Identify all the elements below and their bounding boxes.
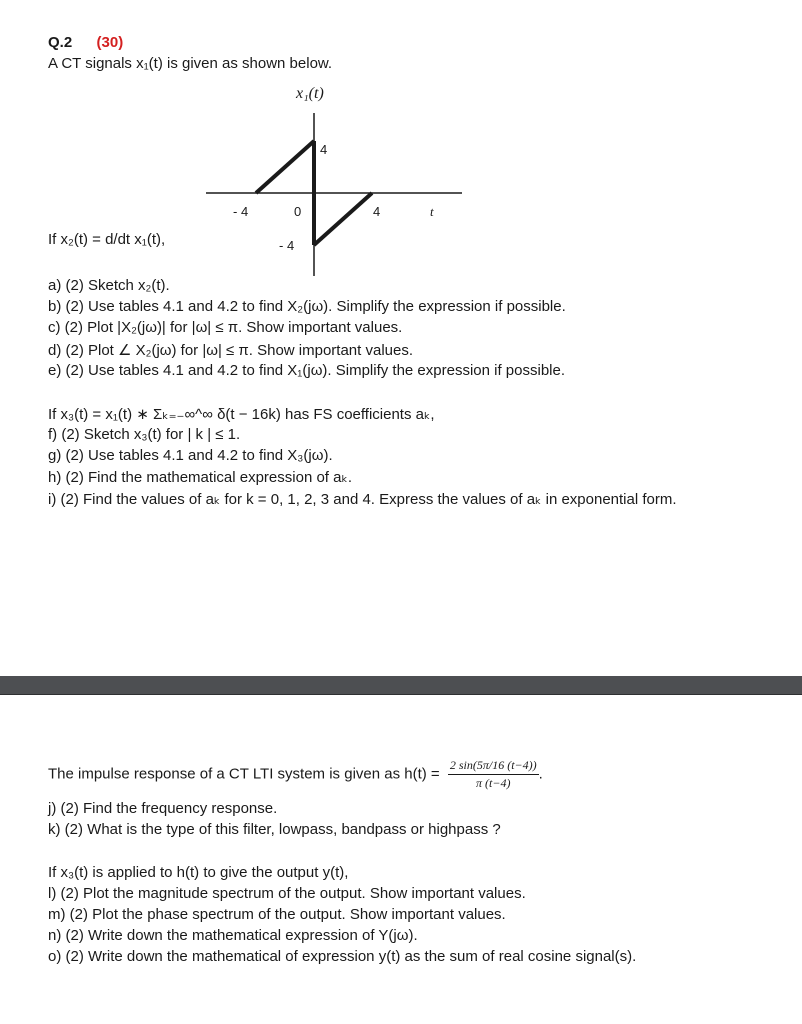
question-number: Q.2 bbox=[48, 34, 73, 51]
item-b: b) (2) Use tables 4.1 and 4.2 to find X₂(jω). Simplify the expression if possible. bbox=[48, 298, 566, 315]
label-4-x: 4 bbox=[373, 204, 381, 219]
item-n: n) (2) Write down the mathematical expression of Y(jω). bbox=[48, 927, 418, 944]
signal-rise-right bbox=[314, 193, 372, 245]
item-l: l) (2) Plot the magnitude spectrum of the output. Show important values. bbox=[48, 885, 526, 902]
question-points: (30) bbox=[96, 34, 124, 51]
item-g: g) (2) Use tables 4.1 and 4.2 to find X₃(jω). bbox=[48, 447, 333, 464]
impulse-fraction bbox=[448, 758, 539, 791]
item-j: j) (2) Find the frequency response. bbox=[48, 800, 278, 817]
item-k: k) (2) What is the type of this filter, lowpass, bandpass or highpass ? bbox=[48, 821, 501, 838]
item-d: d) (2) Plot ∠ X₂(jω) for |ω| ≤ π. Show important values. bbox=[48, 342, 414, 359]
label-peak: 4 bbox=[320, 142, 328, 157]
label-zero: 0 bbox=[294, 204, 302, 219]
signal-rise-left bbox=[256, 141, 314, 193]
x2-definition: If x₂(t) = d/dt x₁(t), bbox=[48, 231, 166, 248]
item-m: m) (2) Plot the phase spectrum of the output. Show important values. bbox=[48, 906, 506, 923]
item-f: f) (2) Sketch x₃(t) for | k | ≤ 1. bbox=[48, 426, 241, 443]
impulse-response-statement: The impulse response of a CT LTI system is given as h(t) = $\frac{2 \sin(5\pi/16 (t-4))}{\pi (t-4)}$ . bbox=[48, 758, 543, 790]
fraction-numerator: 2 sin(5π/16 (t−4)) bbox=[448, 758, 539, 775]
x3-definition: If x₃(t) = x₁(t) ∗ Σₖ₌₋∞^∞ δ(t − 16k) has FS coefficients aₖ, bbox=[48, 406, 435, 423]
signal-plot bbox=[0, 0, 802, 300]
section-divider bbox=[0, 676, 802, 695]
figure-title: x₁(t) bbox=[296, 85, 324, 102]
fraction-denominator: π (t−4) bbox=[476, 776, 511, 790]
label-minus4-x: - 4 bbox=[233, 204, 249, 219]
impulse-text: The impulse response of a CT LTI system is given as h(t) = bbox=[48, 765, 440, 783]
item-a: a) (2) Sketch x₂(t). bbox=[48, 277, 170, 294]
label-minus4-y: - 4 bbox=[279, 238, 295, 253]
item-o: o) (2) Write down the mathematical of expression y(t) as the sum of real cosine signal(s). bbox=[48, 948, 637, 965]
item-i: i) (2) Find the values of aₖ for k = 0, 1, 2, 3 and 4. Express the values of aₖ in exponential form. bbox=[48, 491, 677, 508]
item-h: h) (2) Find the mathematical expression of aₖ. bbox=[48, 469, 353, 486]
item-c: c) (2) Plot |X₂(jω)| for |ω| ≤ π. Show important values. bbox=[48, 319, 403, 336]
label-t: t bbox=[430, 204, 434, 219]
question-intro: A CT signals x₁(t) is given as shown below. bbox=[48, 55, 333, 72]
output-definition: If x₃(t) is applied to h(t) to give the output y(t), bbox=[48, 864, 349, 881]
item-e: e) (2) Use tables 4.1 and 4.2 to find X₁(jω). Simplify the expression if possible. bbox=[48, 362, 566, 379]
